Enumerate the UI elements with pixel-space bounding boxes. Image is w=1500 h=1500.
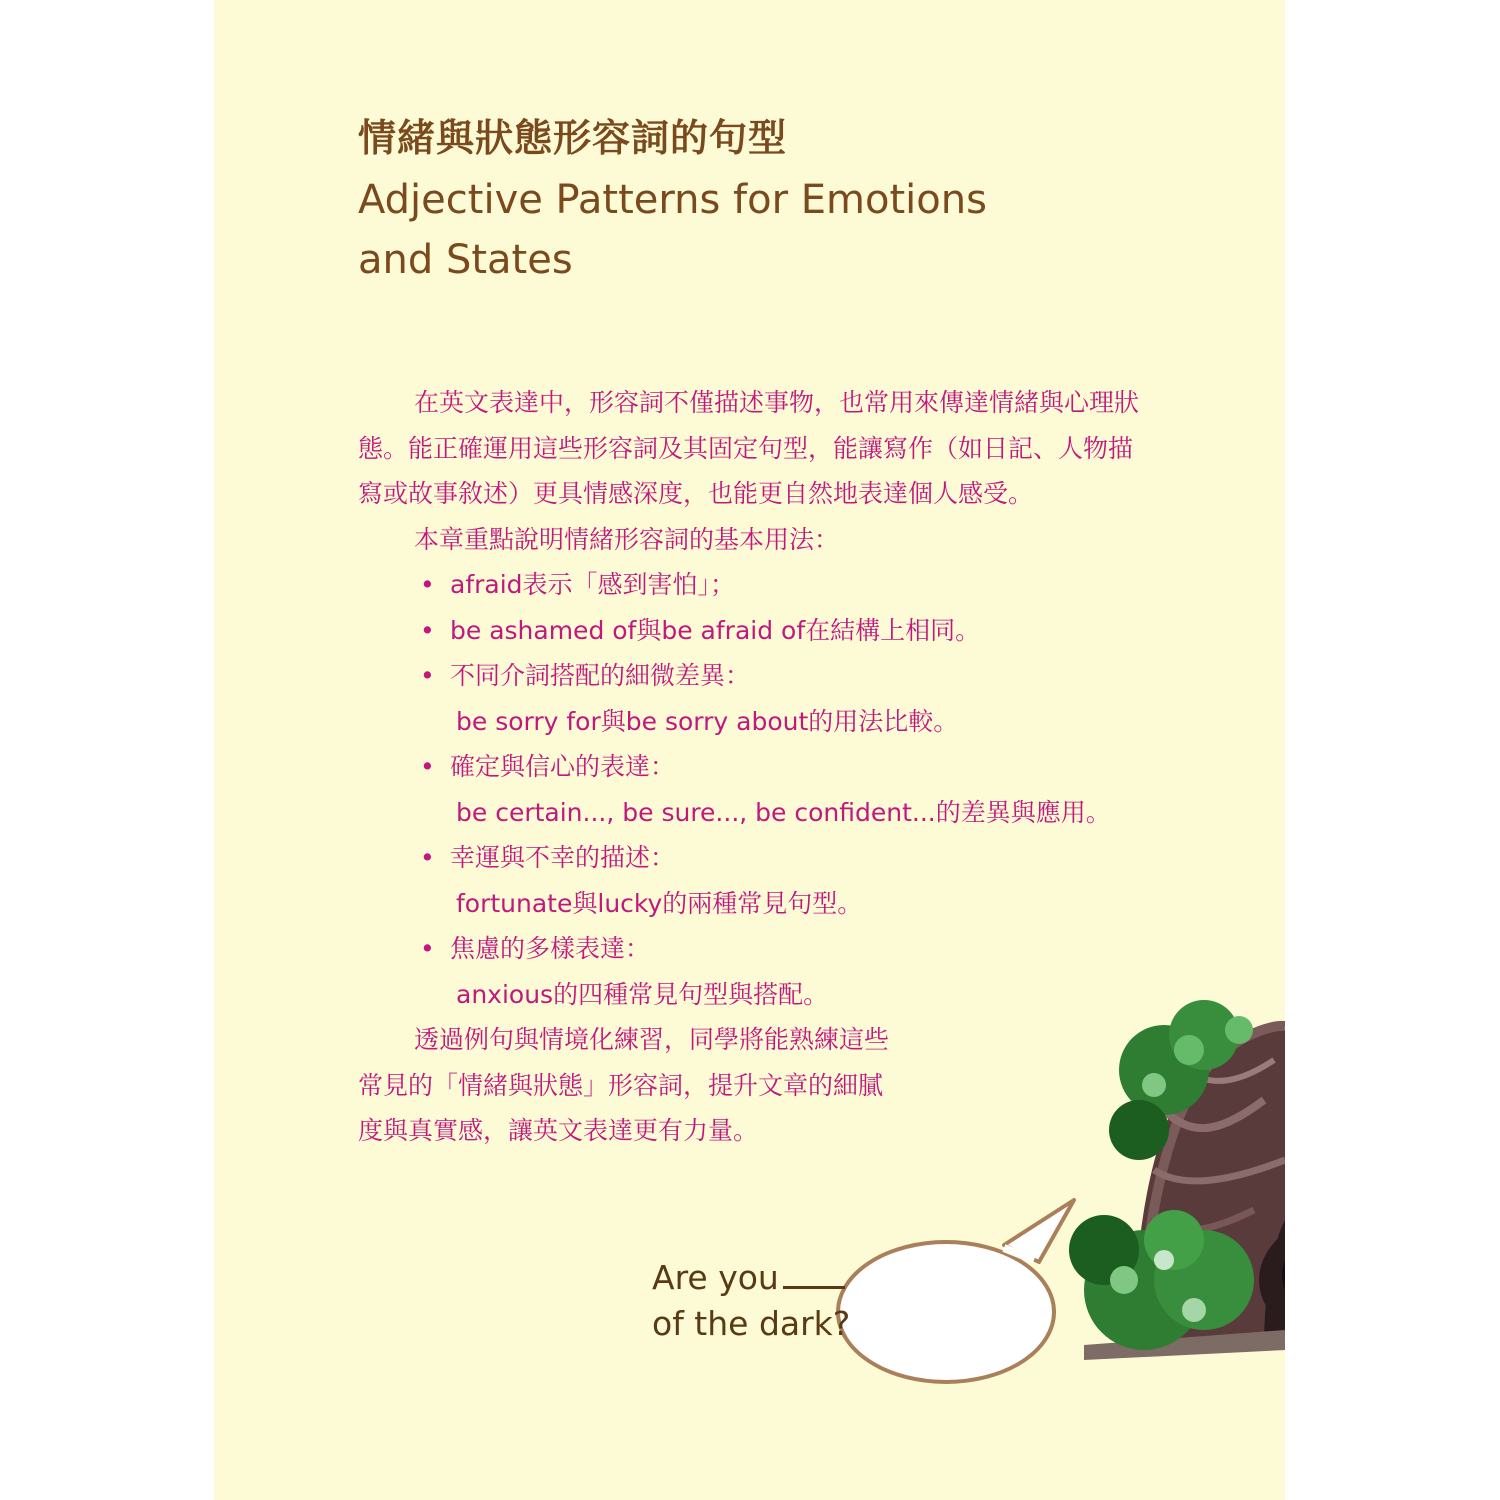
- list-item: [420, 608, 1143, 654]
- bullet-dot: •: [420, 752, 435, 781]
- bullet-dot: •: [420, 934, 435, 963]
- list-item-text: 焦慮的多樣表達：: [450, 934, 651, 963]
- intro-paragraph: 在英文表達中，形容詞不僅描述事物，也常用來傳達情緒與心理狀態。能正確運用這些形容詞及其固定句型，能讓寫作（如日記、人物描寫或故事敘述）更具情感深度，也能更自然地表達個人感受。: [358, 388, 1140, 508]
- list-item: [420, 744, 1143, 835]
- speech-bubble-line1: Are you: [652, 1255, 862, 1301]
- bullet-dot: •: [420, 615, 435, 645]
- speech-bubble-text: [652, 1255, 862, 1347]
- list-item: [420, 835, 1143, 926]
- title-english-line2: and States: [358, 237, 573, 283]
- speech-bubble-line2: of the dark?: [652, 1304, 851, 1343]
- bullet-dot: •: [420, 661, 435, 690]
- chapter-focus-paragraph: 本章重點說明情緒形容詞的基本用法：: [414, 524, 840, 554]
- bullet-dot: •: [420, 843, 435, 872]
- page-title: [358, 108, 987, 290]
- blank-line: [783, 1260, 845, 1289]
- list-item-text: be ashamed of與be afraid of在結構上相同。: [450, 615, 981, 645]
- focus-list: [358, 562, 1143, 1017]
- list-item-text: 不同介詞搭配的細微差異：: [450, 661, 751, 690]
- list-item-text: 確定與信心的表達：: [450, 752, 676, 781]
- list-item-subtext: be sorry for與be sorry about的用法比較。: [456, 706, 959, 736]
- cave-illustration: [834, 990, 1285, 1400]
- title-chinese: 情緒與狀態形容詞的句型: [358, 118, 788, 160]
- list-item-text: afraid表示「感到害怕」；: [450, 570, 736, 599]
- bullet-dot: •: [420, 570, 435, 599]
- list-item-subtext: fortunate與lucky的兩種常見句型。: [456, 888, 863, 918]
- page: [214, 0, 1285, 1500]
- list-item: [420, 562, 1143, 608]
- list-item-subtext: anxious的四種常見句型與搭配。: [456, 979, 829, 1009]
- speech-bubble: [838, 1200, 1074, 1382]
- title-english-line1: Adjective Patterns for Emotions: [358, 177, 987, 223]
- list-item-text: 幸運與不幸的描述：: [450, 843, 676, 872]
- closing-paragraph: 透過例句與情境化練習，同學將能熟練這些常見的「情緒與狀態」形容詞，提升文章的細膩度與真實感，讓英文表達更有力量。: [358, 1025, 890, 1145]
- list-item-subtext: be certain..., be sure..., be confident...的差異與應用。: [456, 797, 1111, 827]
- list-item: [420, 653, 1143, 744]
